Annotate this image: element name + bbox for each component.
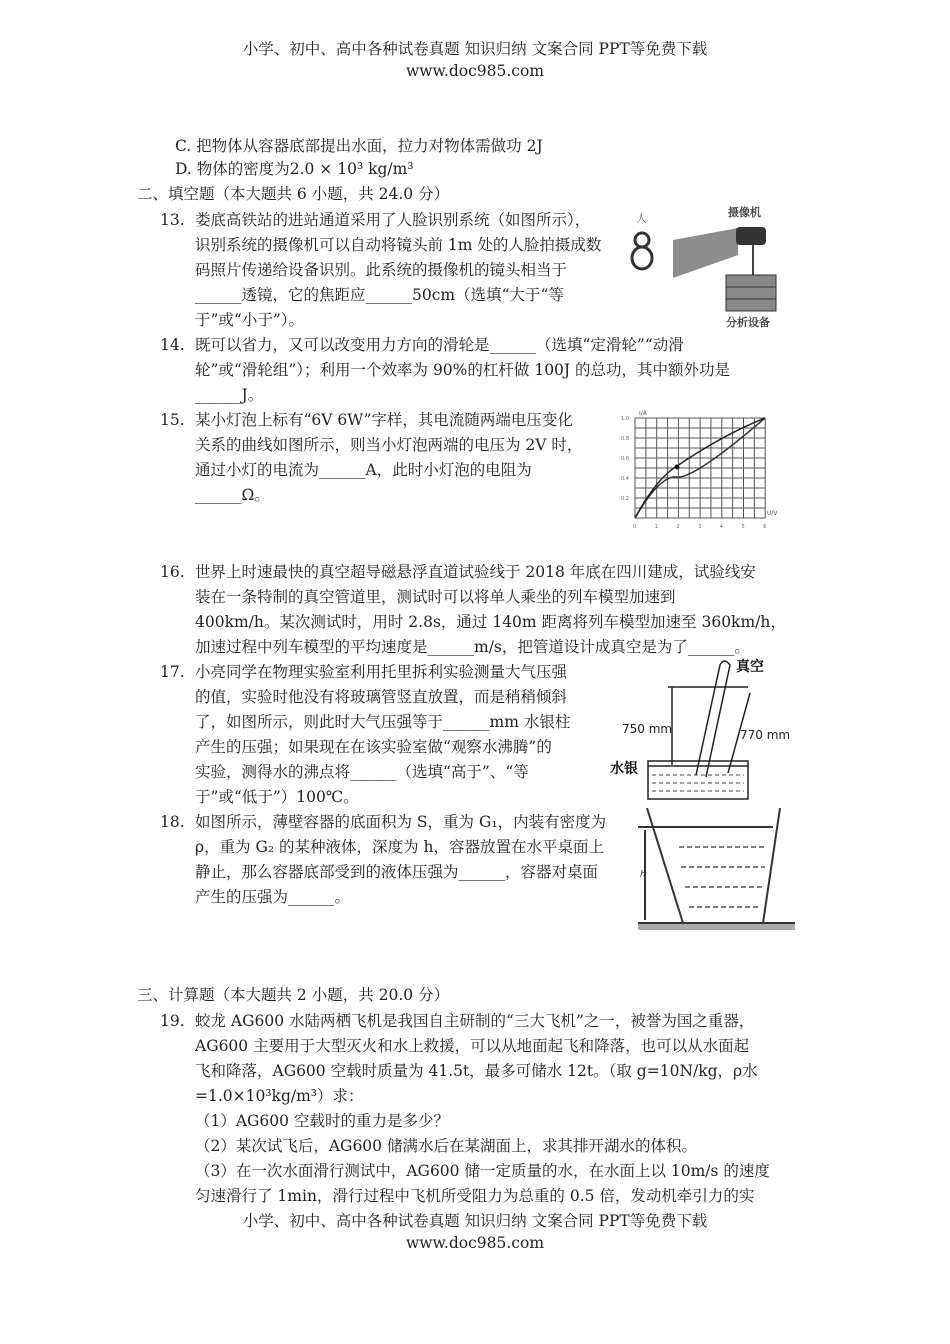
question-text-line: =1.0×10³kg/m³）求：	[195, 1087, 364, 1105]
question-text-line: 匀速滑行了 1min，滑行过程中飞机所受阻力为总重的 0.5 倍，发动机牵引力的实	[195, 1187, 755, 1205]
mercury-label: 水银	[610, 761, 638, 777]
y-axis-label: I/A	[639, 410, 647, 417]
question-text-line: 蛟龙 AG600 水陆两栖飞机是我国自主研制的“三大飞机”之一，被誉为国之重器，	[195, 1012, 755, 1030]
question-number: 18.	[160, 813, 185, 831]
question-text-line: 装在一条特制的真空管道里，测试时可以将单人乘坐的列车模型加速到	[195, 588, 676, 606]
question-text-line: 加速过程中列车模型的平均速度是______m/s，把管道设计成真空是为了______。	[195, 638, 750, 656]
question-number: 13.	[160, 211, 185, 229]
footer-url: www.doc985.com	[405, 1234, 545, 1252]
table-surface	[638, 924, 795, 930]
question-text-line: ______Ω。	[195, 486, 270, 504]
y-tick-label: 1.0	[621, 416, 629, 422]
question-text-line: 产生的压强为______。	[195, 888, 351, 906]
question-text-line: 400km/h。某次测试时，用时 2.8s，通过 140m 距离将列车模型加速至 360km/h，	[195, 613, 786, 631]
analysis-device-icon	[726, 275, 776, 311]
question-14	[160, 333, 730, 408]
x-tick-label: 2	[676, 524, 680, 530]
person-icon	[632, 233, 652, 269]
glass-tube	[696, 661, 730, 777]
question-text-line: 静止，那么容器底部受到的液体压强为______，容器对桌面	[195, 863, 599, 881]
person-label: 人	[636, 212, 647, 225]
vacuum-label: 真空	[736, 659, 764, 675]
footer-ad-text: 小学、初中、高中各种试卷真题 知识归纳 文案合同 PPT等免费下载	[242, 1212, 708, 1230]
camera-label: 摄像机	[728, 206, 761, 219]
question-text-line: 的值，实验时他没有将玻璃管竖直放置，而是稍稍倾斜	[195, 688, 568, 706]
camera-figure	[628, 200, 793, 330]
y-tick-label: 0.4	[621, 476, 629, 482]
camera-view-cone	[673, 228, 738, 278]
question-text-line: 关系的曲线如图所示，则当小灯泡两端的电压为 2V 时，	[195, 436, 583, 454]
question-text-line: 了，如图所示，则此时大气压强等于______mm 水银柱	[195, 713, 571, 731]
question-text-line: 某小灯泡上标有“6V 6W”字样，其电流随两端电压变化	[195, 411, 573, 429]
question-13	[160, 208, 601, 333]
x-tick-label: 5	[741, 524, 745, 530]
section-calculation: 三、计算题（本大题共 2 小题，共 20.0 分）	[137, 986, 450, 1004]
depth-label: h	[640, 870, 646, 880]
question-text-line: 既可以省力，又可以改变用力方向的滑轮是______（选填“定滑轮”“动滑	[195, 336, 684, 354]
vertical-height-label: 750 mm	[622, 722, 673, 736]
question-text-line: 产生的压强；如果现在在该实验室做“观察水沸腾”的	[195, 738, 552, 756]
question-text-line: 娄底高铁站的进站通道采用了人脸识别系统（如图所示），	[195, 211, 591, 229]
question-text-line: 如图所示，薄壁容器的底面积为 S，重为 G₁，内装有密度为	[195, 813, 607, 831]
question-text-line: 轮”或“滑轮组”）；利用一个效率为 90%的杠杆做 100J 的总功，其中额外功是	[195, 361, 731, 379]
container-figure	[635, 805, 795, 930]
question-text-line: （1）AG600 空载时的重力是多少？	[195, 1112, 449, 1130]
question-16	[160, 560, 786, 660]
x-tick-label: 4	[719, 524, 723, 530]
x-axis-label: U/V	[767, 510, 778, 517]
x-tick-label: 3	[698, 524, 702, 530]
question-text-line: AG600 主要用于大型灭火和水上救援，可以从地面起飞和降落，也可以从水面起	[195, 1037, 750, 1055]
question-number: 17.	[160, 663, 185, 681]
option-c: C. 把物体从容器底部提出水面，拉力对物体需做功 2J	[175, 137, 543, 155]
y-tick-label: 0.6	[621, 456, 629, 462]
question-text-line: ______J。	[195, 386, 264, 404]
question-18	[160, 810, 606, 910]
camera-icon	[736, 227, 766, 245]
x-tick-label: 1	[654, 524, 658, 530]
question-number: 14.	[160, 336, 185, 354]
question-text-line: 码照片传递给设备识别。此系统的摄像机的镜头相当于	[195, 261, 568, 279]
question-number: 19.	[160, 1012, 185, 1030]
header-url: www.doc985.com	[405, 62, 545, 80]
question-17	[160, 660, 570, 810]
question-text-line: ρ，重为 G₂ 的某种液体，深度为 h，容器放置在水平桌面上	[195, 838, 604, 856]
question-text-line: （3）在一次水面滑行测试中，AG600 储一定质量的水，在水面上以 10m/s 的速度	[195, 1162, 770, 1180]
question-text-line: 通过小灯的电流为______A，此时小灯泡的电阻为	[195, 461, 532, 479]
section-fill-in: 二、填空题（本大题共 6 小题，共 24.0 分）	[137, 185, 450, 203]
question-text-line: 于”或“小于”）。	[195, 311, 305, 329]
question-text-line: 于”或“低于”）100℃。	[195, 788, 359, 806]
question-19	[160, 1009, 770, 1209]
x-tick-label: 0	[633, 524, 637, 530]
iu-graph	[615, 405, 790, 535]
question-text-line: 飞和降落，AG600 空载时质量为 41.5t，最多可储水 12t。（取 g=10N/kg，ρ水	[195, 1062, 758, 1080]
question-number: 16.	[160, 563, 185, 581]
question-text-line: 识别系统的摄像机可以自动将镜头前 1m 处的人脸拍摄成数	[195, 236, 602, 254]
option-d: D. 物体的密度为2.0 × 10³ kg/m³	[175, 160, 414, 178]
header-ad-text: 小学、初中、高中各种试卷真题 知识归纳 文案合同 PPT等免费下载	[242, 40, 708, 58]
torricelli-figure	[608, 653, 793, 803]
y-tick-label: 0.8	[621, 436, 629, 442]
x-tick-label: 6	[763, 524, 767, 530]
question-text-line: ______透镜，它的焦距应______50cm（选填“大于“等	[195, 286, 564, 304]
tube-length-label: 770 mm	[740, 728, 791, 742]
question-text-line: 世界上时速最快的真空超导磁悬浮直道试验线于 2018 年底在四川建成，试验线安	[195, 563, 756, 581]
question-text-line: （2）某次试飞后，AG600 储满水后在某湖面上，求其排开湖水的体积。	[195, 1137, 697, 1155]
y-tick-label: 0.2	[621, 496, 629, 502]
question-number: 15.	[160, 411, 185, 429]
question-15	[160, 408, 582, 508]
device-label: 分析设备	[726, 316, 770, 329]
question-text-line: 小亮同学在物理实验室利用托里拆利实验测量大气压强	[195, 663, 568, 681]
question-text-line: 实验，测得水的沸点将______（选填“高于”、“等	[195, 763, 529, 781]
data-point	[675, 465, 680, 470]
